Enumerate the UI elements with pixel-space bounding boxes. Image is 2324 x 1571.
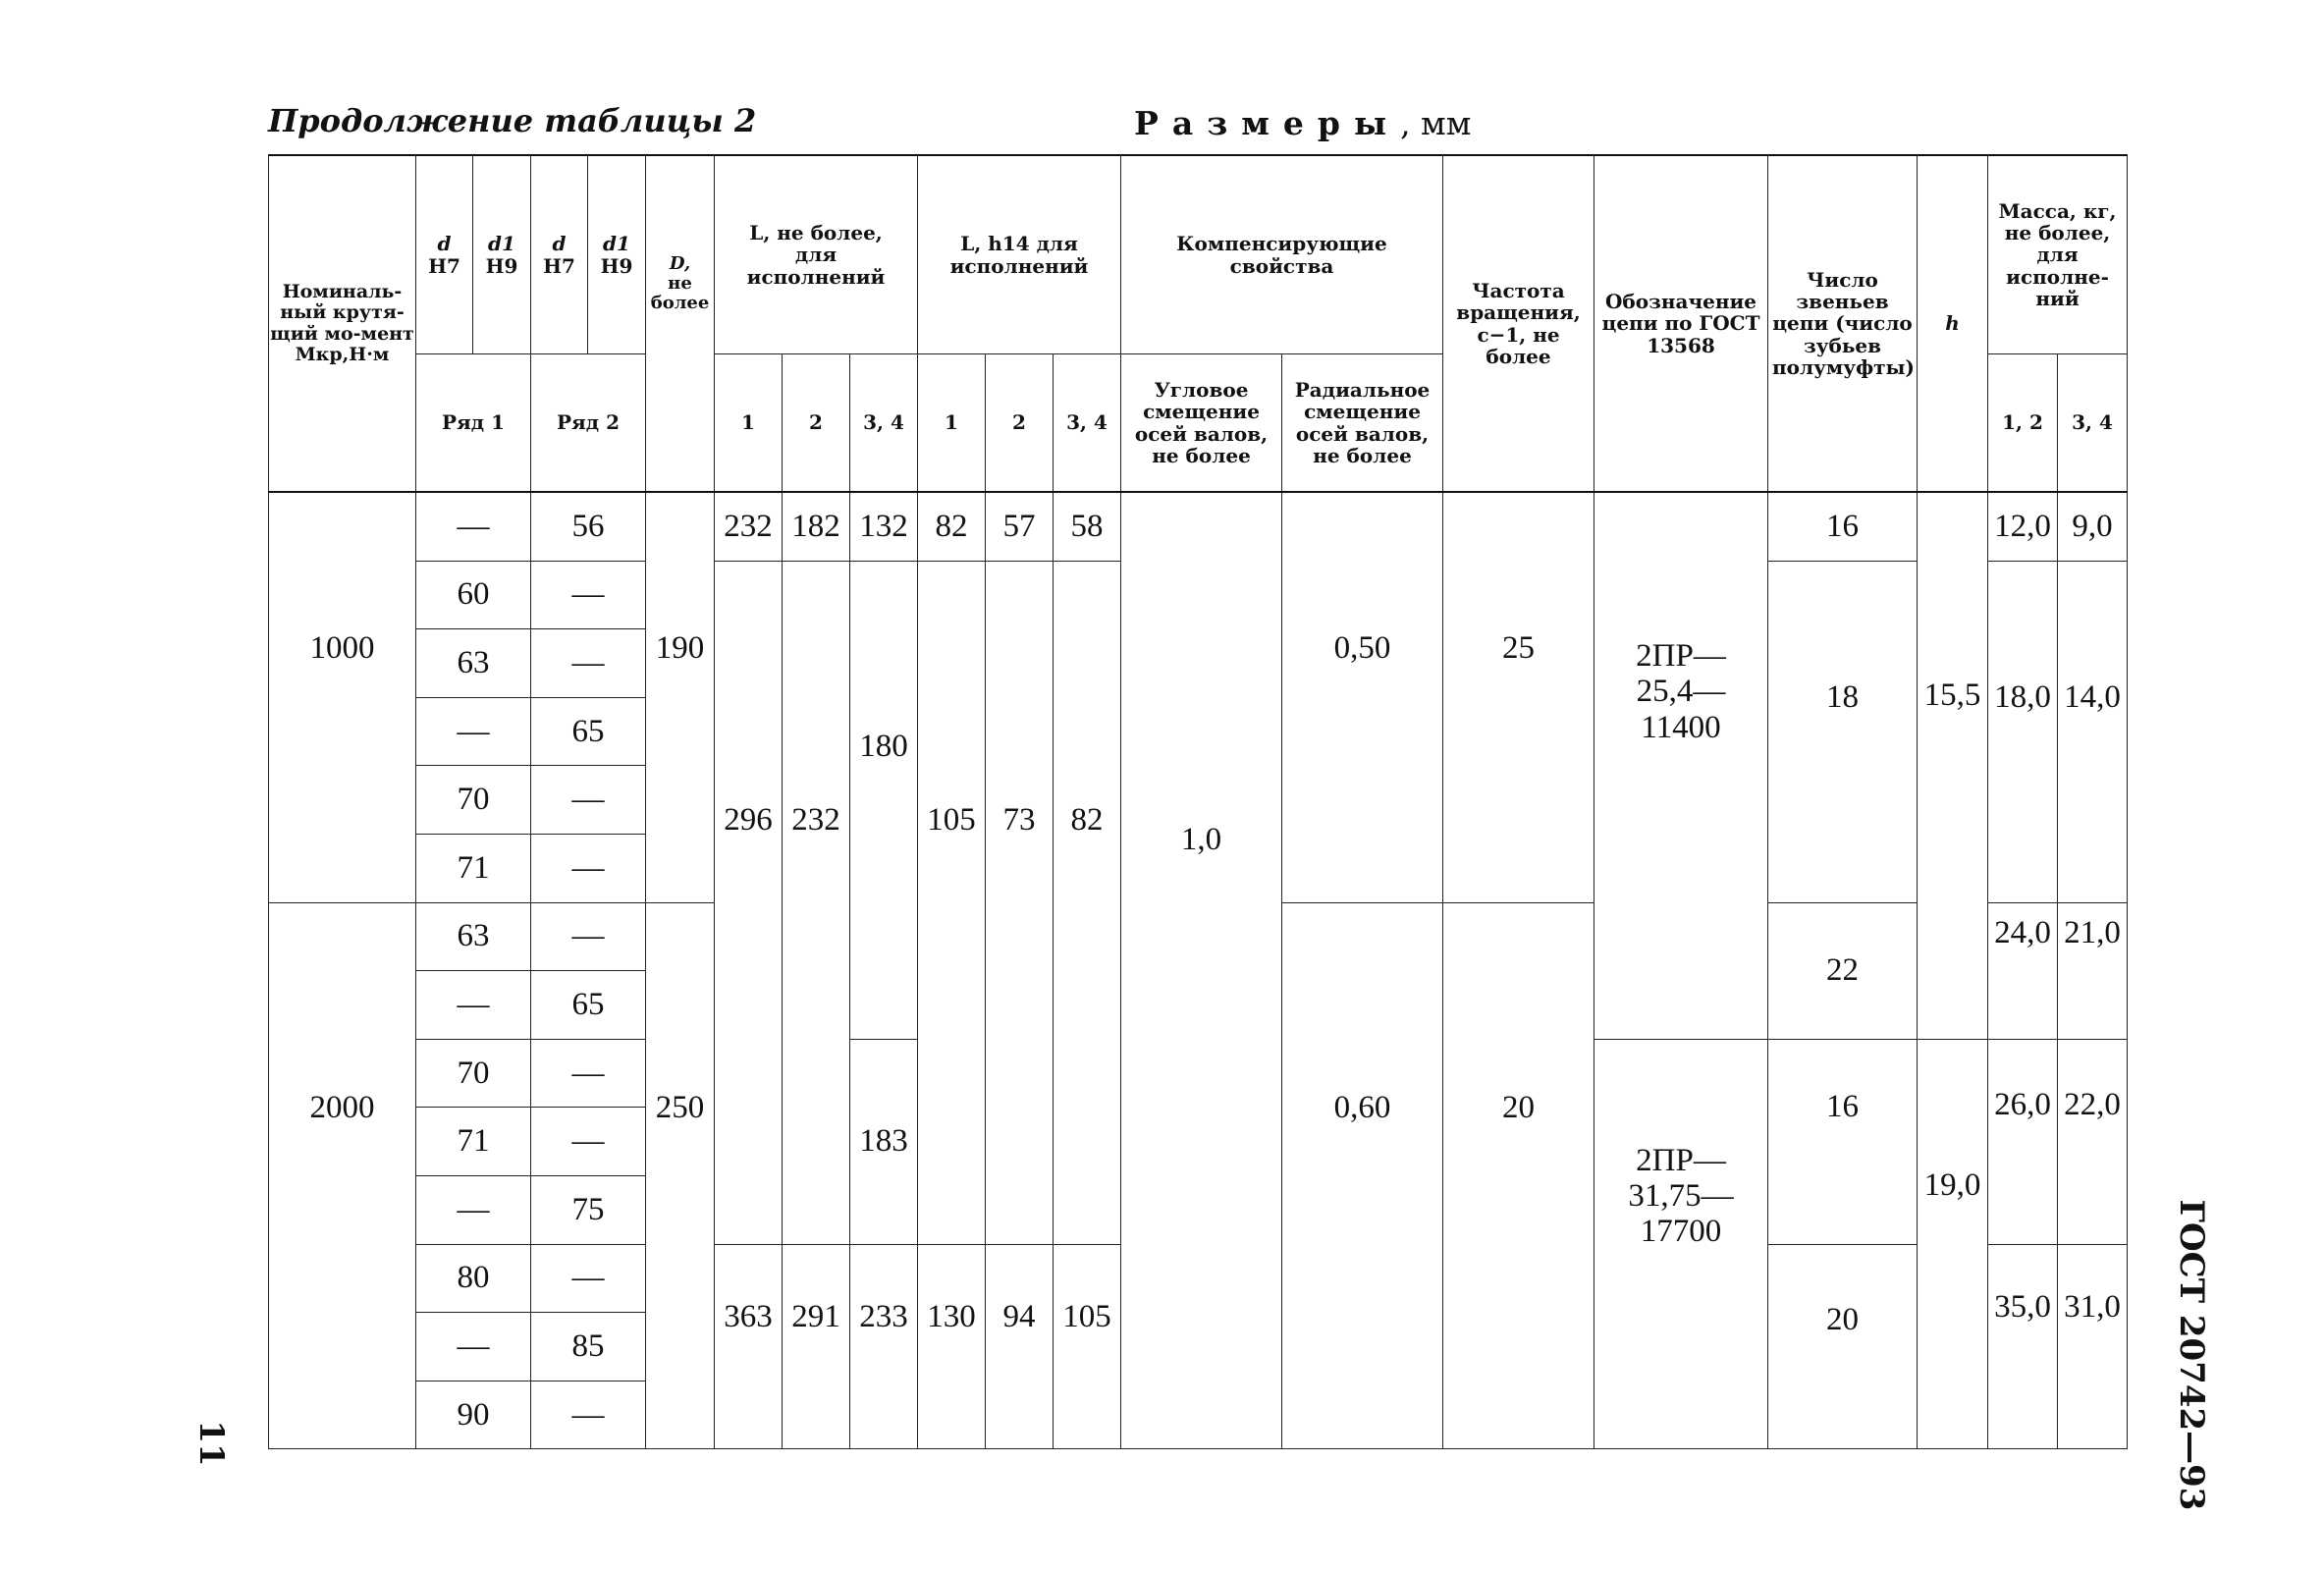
header-h9-tolerance: H9 xyxy=(600,253,633,278)
row1-cell: 71 xyxy=(416,834,531,902)
header-L-h14: L, h14 для исполнений xyxy=(918,155,1121,354)
header-L-exec-1: 1 xyxy=(715,354,783,493)
row2-cell: — xyxy=(531,561,646,629)
L-exec34-cell: 132 xyxy=(850,492,918,561)
header-D-symbol: D, xyxy=(669,253,691,274)
row2-cell: — xyxy=(531,834,646,902)
header-L14-exec-1: 1 xyxy=(918,354,986,493)
L14-exec1-cell: 105 xyxy=(918,561,986,1244)
h-cell: 15,5 xyxy=(1918,492,1988,1039)
header-compensating: Компенсирующие свойства xyxy=(1121,155,1443,354)
row2-cell: — xyxy=(531,1039,646,1108)
links-cell: 16 xyxy=(1768,1039,1918,1244)
row2-cell: — xyxy=(531,1244,646,1313)
header-links: Число звеньев цепи (число зубьев полумуфты) xyxy=(1768,155,1918,492)
radial-offset-cell: 0,50 xyxy=(1282,492,1443,902)
dimensions-word: Размеры xyxy=(1134,104,1401,142)
row1-cell: 70 xyxy=(416,766,531,835)
L-exec2-cell: 291 xyxy=(783,1244,850,1449)
torque-cell: 1000 xyxy=(269,492,416,902)
header-d1-symbol: d1 xyxy=(488,232,515,256)
header-h7-tolerance: H7 xyxy=(543,253,575,278)
L-exec34-cell: 180 xyxy=(850,561,918,1039)
L-exec2-cell: 232 xyxy=(783,561,850,1244)
header-speed: Частота вращения, с−1, не более xyxy=(1443,155,1594,492)
row1-cell: — xyxy=(416,1313,531,1381)
row1-cell: — xyxy=(416,697,531,766)
row1-cell: — xyxy=(416,492,531,561)
header-L14-exec-34: 3, 4 xyxy=(1054,354,1121,493)
row2-cell: 85 xyxy=(531,1313,646,1381)
row1-cell: 70 xyxy=(416,1039,531,1108)
chain-cell xyxy=(1594,492,1768,1039)
row1-cell: 63 xyxy=(416,902,531,971)
mass34-cell: 14,0 xyxy=(2058,561,2128,902)
angular-offset-cell: 1,0 xyxy=(1121,492,1282,1449)
header-L14-exec-2: 2 xyxy=(986,354,1054,493)
row2-cell: 65 xyxy=(531,971,646,1040)
table-row xyxy=(269,492,2128,561)
header-row2: Ряд 2 xyxy=(531,354,646,493)
L-exec34-cell: 183 xyxy=(850,1039,918,1244)
links-cell: 20 xyxy=(1768,1244,1918,1449)
row1-cell: 63 xyxy=(416,629,531,698)
mass34-cell: 22,0 xyxy=(2058,1039,2128,1244)
row1-cell: — xyxy=(416,1175,531,1244)
header-h7-tolerance: H7 xyxy=(428,253,460,278)
header-D xyxy=(646,155,715,492)
mass12-cell: 18,0 xyxy=(1988,561,2058,902)
chain-line: 2ПР— xyxy=(1636,638,1726,674)
chain-cell xyxy=(1594,1039,1768,1449)
chain-line: 11400 xyxy=(1641,709,1721,745)
speed-cell: 20 xyxy=(1443,902,1594,1449)
L-exec1-cell: 296 xyxy=(715,561,783,1244)
row2-cell: — xyxy=(531,1381,646,1449)
L-exec2-cell: 182 xyxy=(783,492,850,561)
standard-label-container xyxy=(2152,1199,2231,1511)
mass34-cell: 31,0 xyxy=(2058,1244,2128,1449)
mass12-cell: 35,0 xyxy=(1988,1244,2058,1449)
mass12-cell: 24,0 xyxy=(1988,902,2058,1039)
chain-line: 17700 xyxy=(1640,1214,1722,1250)
coupling-dimensions-table xyxy=(268,154,2128,1449)
D-cell: 250 xyxy=(646,902,715,1449)
header-d-symbol: d xyxy=(437,232,452,256)
standard-label: ГОСТ 20742—93 xyxy=(2172,1199,2211,1511)
mass12-cell: 12,0 xyxy=(1988,492,2058,561)
page-number-container xyxy=(182,1414,241,1473)
header-L-exec-34: 3, 4 xyxy=(850,354,918,493)
header-chain: Обозначение цепи по ГОСТ 13568 xyxy=(1594,155,1768,492)
L-exec1-cell: 363 xyxy=(715,1244,783,1449)
row2-cell: 65 xyxy=(531,697,646,766)
mass34-cell: 9,0 xyxy=(2058,492,2128,561)
header-row1: Ряд 1 xyxy=(416,354,531,493)
links-cell: 16 xyxy=(1768,492,1918,561)
header-angular-offset: Угловое смещение осей валов, не более xyxy=(1121,354,1282,493)
mass12-cell: 26,0 xyxy=(1988,1039,2058,1244)
header-D-note: не более xyxy=(650,273,710,314)
row1-cell: 60 xyxy=(416,561,531,629)
mass34-cell: 21,0 xyxy=(2058,902,2128,1039)
L14-exec34-cell: 82 xyxy=(1054,561,1121,1244)
L14-exec34-cell: 58 xyxy=(1054,492,1121,561)
table-caption: Продолжение таблицы 2 xyxy=(268,102,757,139)
row2-cell: — xyxy=(531,1108,646,1176)
links-cell: 18 xyxy=(1768,561,1918,902)
header-h9-tolerance: H9 xyxy=(485,253,518,278)
D-cell: 190 xyxy=(646,492,715,902)
page-number: 11 xyxy=(191,1420,231,1467)
row2-cell: — xyxy=(531,766,646,835)
torque-cell: 2000 xyxy=(269,902,416,1449)
header-d-h7-row2 xyxy=(531,155,588,354)
row2-cell: — xyxy=(531,629,646,698)
dimensions-unit: , мм xyxy=(1400,104,1472,142)
header-d1-h9-row2 xyxy=(588,155,646,354)
dimensions-caption xyxy=(1134,104,1471,142)
header-mass-34: 3, 4 xyxy=(2058,354,2128,493)
radial-offset-cell: 0,60 xyxy=(1282,902,1443,1449)
chain-line: 31,75— xyxy=(1628,1178,1734,1215)
L14-exec1-cell: 82 xyxy=(918,492,986,561)
header-h: h xyxy=(1918,155,1988,492)
L-exec34-cell: 233 xyxy=(850,1244,918,1449)
header-radial-offset: Радиальное смещение осей валов, не более xyxy=(1282,354,1443,493)
header-L-max: L, не более, для исполнений xyxy=(715,155,918,354)
L14-exec2-cell: 94 xyxy=(986,1244,1054,1449)
header-L-exec-2: 2 xyxy=(783,354,850,493)
row1-cell: 80 xyxy=(416,1244,531,1313)
row2-cell: 75 xyxy=(531,1175,646,1244)
header-d-h7-row1 xyxy=(416,155,473,354)
header-d1-h9-row1 xyxy=(473,155,531,354)
h-cell: 19,0 xyxy=(1918,1039,1988,1449)
header-d-symbol: d xyxy=(552,232,567,256)
header-torque: Номиналь-ный крутя-щий мо-мент Мкр,Н·м xyxy=(269,155,416,492)
speed-cell: 25 xyxy=(1443,492,1594,902)
header-mass: Масса, кг, не более, для исполне-ний xyxy=(1988,155,2128,354)
L14-exec2-cell: 73 xyxy=(986,561,1054,1244)
chain-line: 25,4— xyxy=(1636,674,1726,710)
L14-exec1-cell: 130 xyxy=(918,1244,986,1449)
row1-cell: 71 xyxy=(416,1108,531,1176)
chain-line: 2ПР— xyxy=(1636,1142,1726,1178)
L14-exec34-cell: 105 xyxy=(1054,1244,1121,1449)
L-exec1-cell: 232 xyxy=(715,492,783,561)
row1-cell: 90 xyxy=(416,1381,531,1449)
L14-exec2-cell: 57 xyxy=(986,492,1054,561)
header-d1-symbol: d1 xyxy=(603,232,630,256)
row2-cell: — xyxy=(531,902,646,971)
row1-cell: — xyxy=(416,971,531,1040)
row2-cell: 56 xyxy=(531,492,646,561)
links-cell: 22 xyxy=(1768,902,1918,1039)
header-mass-12: 1, 2 xyxy=(1988,354,2058,493)
